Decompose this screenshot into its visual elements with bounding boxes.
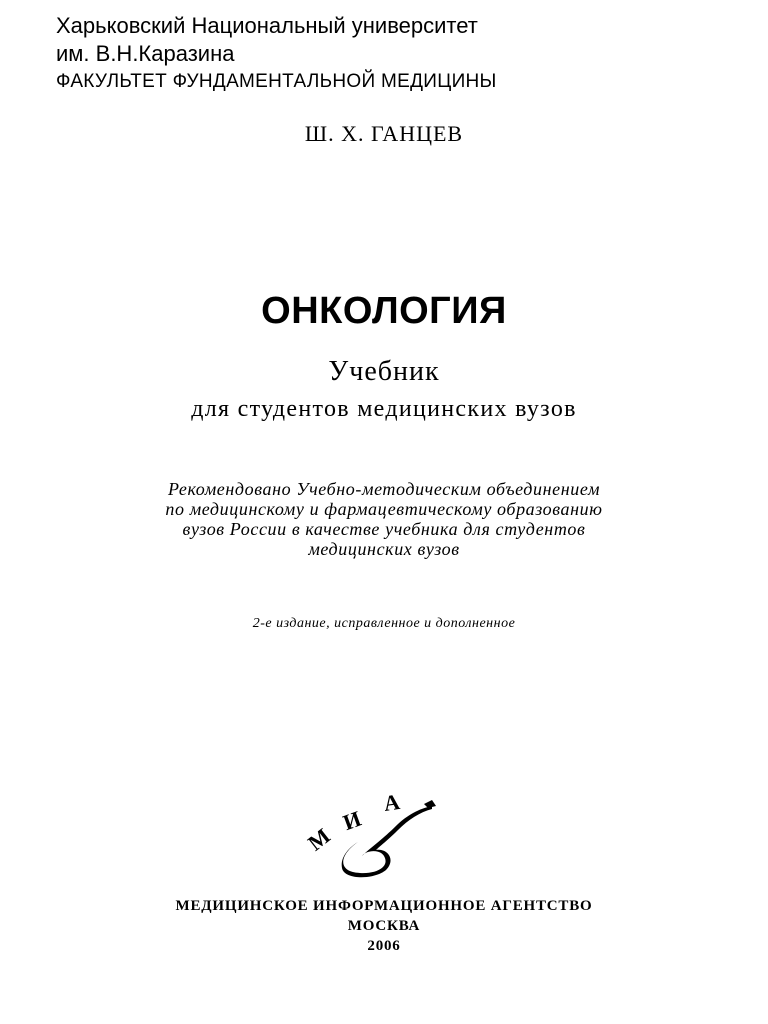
logo-letter-a: А [382,789,402,817]
logo-letter-m: М [303,823,335,856]
recommendation-line4: медицинских вузов [308,539,460,559]
recommendation-line2: по медицинскому и фармацевтическому образованию [165,499,603,519]
publisher-logo-icon [300,780,440,880]
logo-swoosh-tip [424,800,436,808]
logo-letter-i: И [339,805,365,836]
publication-year: 2006 [367,938,401,954]
university-name-line2: им. В.Н.Каразина [56,41,235,66]
book-subtitle-line2: для студентов медицинских вузов [191,396,577,422]
publisher-name: МЕДИЦИНСКОЕ ИНФОРМАЦИОННОЕ АГЕНТСТВО [175,898,593,914]
publisher-city: МОСКВА [347,918,421,934]
author-name: Ш. Х. ГАНЦЕВ [304,121,464,146]
book-title: ОНКОЛОГИЯ [261,290,507,332]
recommendation-line3: вузов России в качестве учебника для студентов [182,519,586,539]
edition-note: 2-е издание, исправленное и дополненное [252,616,516,631]
book-subtitle-line1: Учебник [328,356,440,387]
university-name-line1: Харьковский Национальный университет [56,13,478,38]
faculty-name: ФАКУЛЬТЕТ ФУНДАМЕНТАЛЬНОЙ МЕДИЦИНЫ [56,71,497,92]
recommendation-line1: Рекомендовано Учебно-методическим объединением [167,479,601,499]
